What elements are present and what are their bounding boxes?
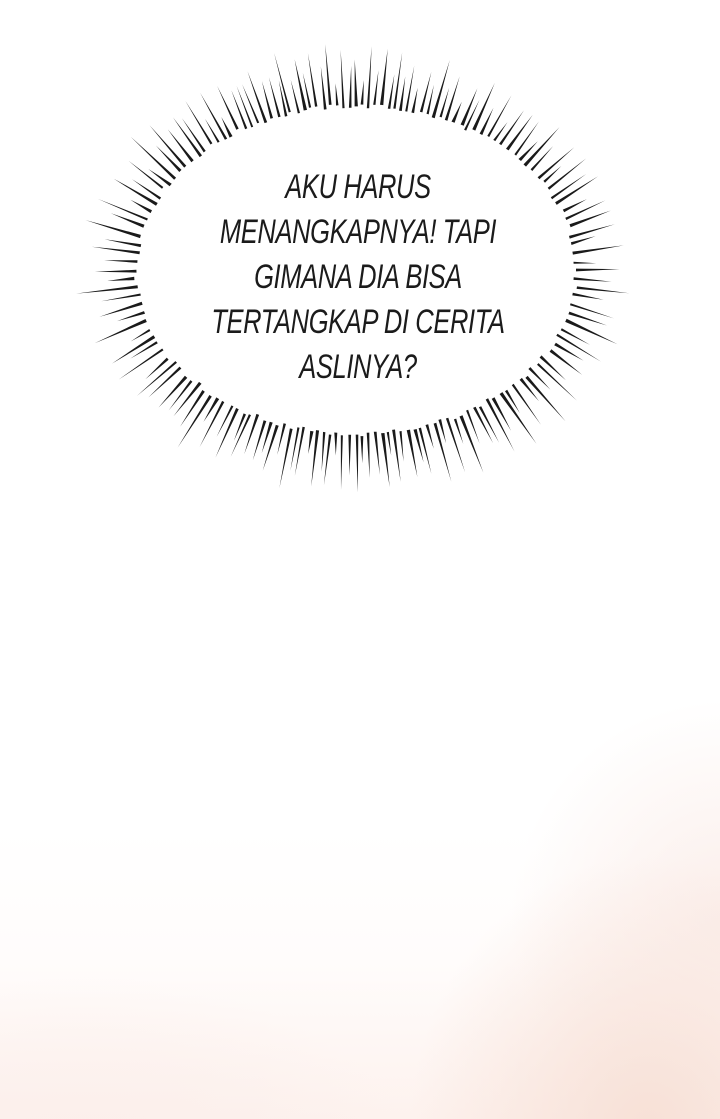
bubble-text-line-2: MENANGKAPNYA! TAPI <box>219 213 497 251</box>
thought-bubble-text <box>178 165 538 390</box>
bubble-text-line-4: TERTANGKAP DI CERITA <box>211 303 505 341</box>
bubble-text-line-1: AKU HARUS <box>285 168 431 206</box>
bubble-text-line-3: GIMANA DIA BISA <box>254 258 462 296</box>
bubble-text-line-5: ASLINYA? <box>299 348 417 386</box>
